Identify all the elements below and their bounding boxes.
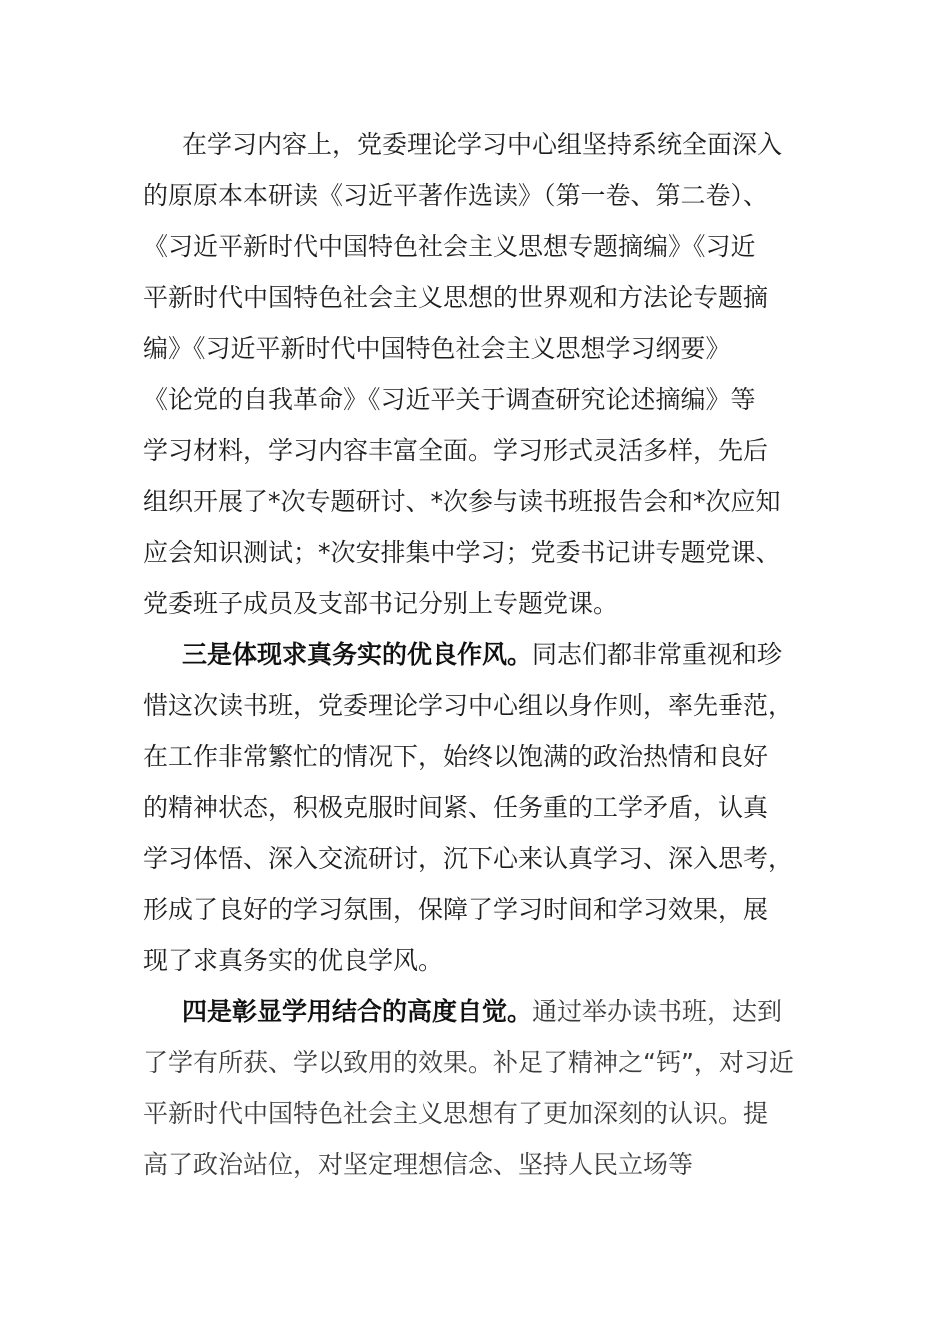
paragraph-heading: 四是彰显学用结合的高度自觉。 [182,997,533,1026]
text-line: 在学习内容上，党委理论学习中心组坚持系统全面深入 [182,130,783,159]
text-line: 党委班子成员及支部书记分别上专题党课。 [143,589,619,618]
text-line: 组织开展了*次专题研讨、*次参与读书班报告会和*次应知 [143,487,781,516]
paragraph-lead-text: 同志们都非常重视和珍 [532,640,783,669]
text-line: 高了政治站位，对坚定理想信念、坚持人民立场等 [143,1150,694,1179]
text-line: 学习体悟、深入交流研讨，沉下心来认真学习、深入思考， [143,844,794,873]
text-line: 《习近平新时代中国特色社会主义思想专题摘编》《习近 [143,232,756,261]
text-line: 编》《习近平新时代中国特色社会主义思想学习纲要》 [143,334,731,363]
text-line: 应会知识测试；*次安排集中学习；党委书记讲专题党课、 [143,538,781,567]
text-line: 了学有所获、学以致用的效果。补足了精神之“钙”，对习近 [143,1048,794,1077]
paragraph-study-application [143,986,808,1190]
text-line: 惜这次读书班，党委理论学习中心组以身作则，率先垂范， [143,691,794,720]
paragraph-study-content [143,119,808,629]
text-line: 《论党的自我革命》《习近平关于调查研究论述摘编》等 [143,385,756,414]
paragraph-heading: 三是体现求真务实的优良作风。 [182,640,533,669]
text-line: 平新时代中国特色社会主义思想有了更加深刻的认识。提 [143,1099,769,1128]
text-line [143,629,808,680]
text-line: 形成了良好的学习氛围，保障了学习时间和学习效果，展 [143,895,769,924]
paragraph-lead-text: 通过举办读书班，达到 [532,997,783,1026]
document-body [143,119,808,1190]
text-line: 的原原本本研读《习近平著作选读》（第一卷、第二卷）、 [143,181,769,210]
text-line: 在工作非常繁忙的情况下，始终以饱满的政治热情和良好 [143,742,769,771]
text-line: 学习材料，学习内容丰富全面。学习形式灵活多样，先后 [143,436,769,465]
text-line [143,986,808,1037]
text-line: 的精神状态，积极克服时间紧、任务重的工学矛盾，认真 [143,793,769,822]
text-line: 现了求真务实的优良学风。 [143,946,444,975]
paragraph-pragmatic-style [143,629,808,986]
text-line: 平新时代中国特色社会主义思想的世界观和方法论专题摘 [143,283,769,312]
